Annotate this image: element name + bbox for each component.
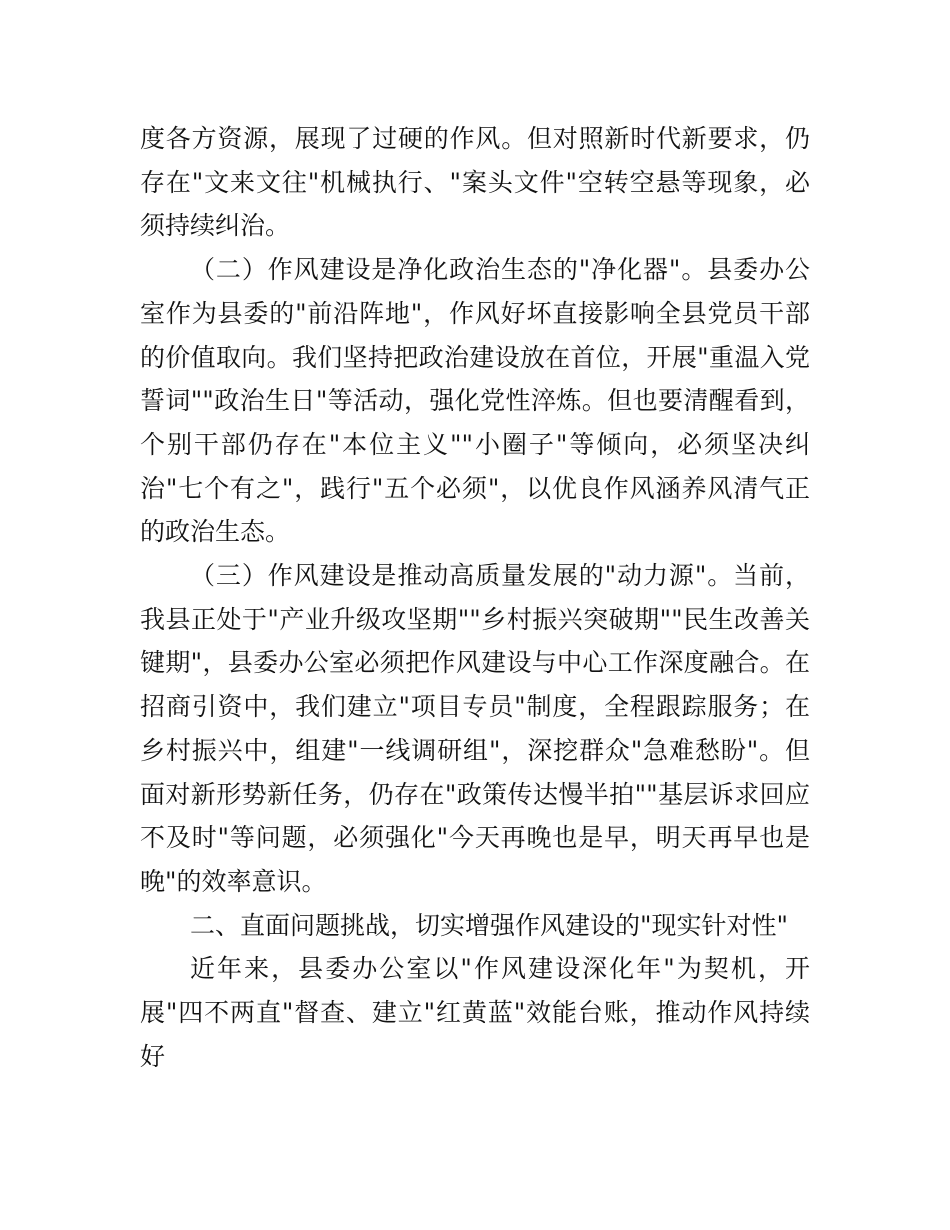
paragraph-continued: 度各方资源，展现了过硬的作风。但对照新时代新要求，仍存在"文来文往"机械执行、"案头文件"空转空悬等现象，必须持续纠治。 — [140, 124, 810, 241]
paragraph-section-3: （三）作风建设是推动高质量发展的"动力源"。当前，我县正处于"产业升级攻坚期""乡村振兴突破期""民生改善关键期"，县委办公室必须把作风建设与中心工作深度融合。在招商引资中，我们建立"项目专员"制度，全程跟踪服务；在乡村振兴中，组建"一线调研组"，深挖群众"急难愁盼"。但面对新形势新任务，仍存在"政策传达慢半拍""基层诉求回应不及时"等问题，必须强化"今天再晚也是早，明天再早也是晚"的效率意识。 — [140, 561, 810, 896]
section-heading: 二、直面问题挑战，切实增强作风建设的"现实针对性" — [190, 910, 789, 940]
paragraph-intro: 近年来，县委办公室以"作风建设深化年"为契机，开展"四不两直"督查、建立"红黄蓝"效能台账，推动作风持续好 — [140, 954, 810, 1071]
paragraph-section-2: （二）作风建设是净化政治生态的"净化器"。县委办公室作为县委的"前沿阵地"，作风好坏直接影响全县党员干部的价值取向。我们坚持把政治建设放在首位，开展"重温入党誓词""政治生日"等活动，强化党性淬炼。但也要清醒看到，个别干部仍存在"本位主义""小圈子"等倾向，必须坚决纠治"七个有之"，践行"五个必须"，以优良作风涵养风清气正的政治生态。 — [140, 255, 810, 547]
document-body — [140, 117, 810, 1078]
